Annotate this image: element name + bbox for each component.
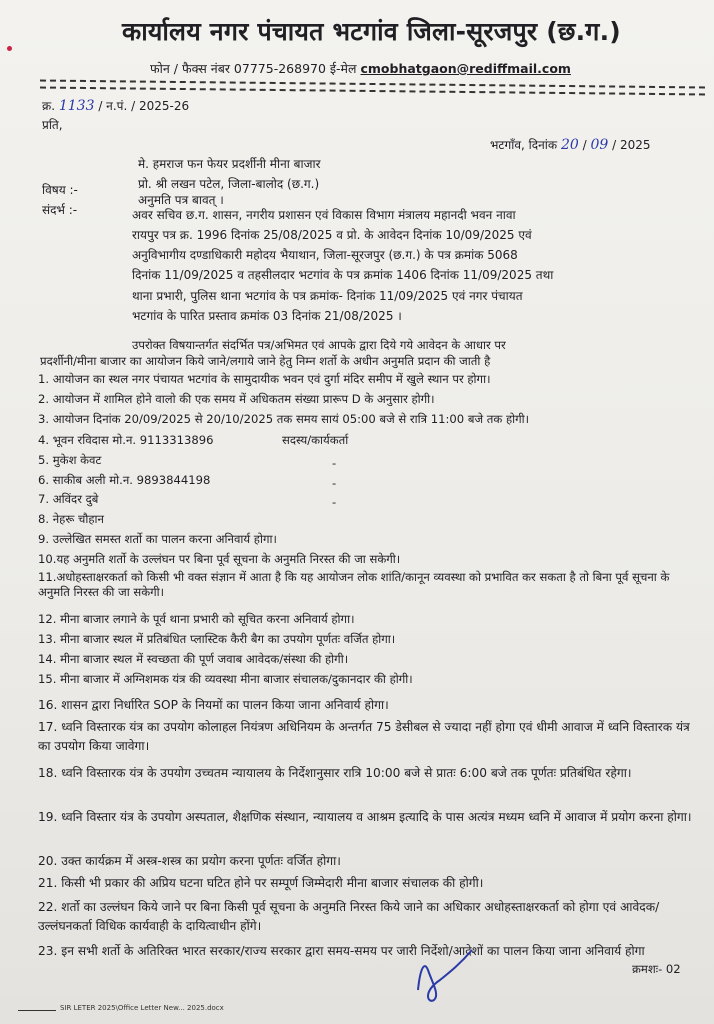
reference-line: दिनांक 11/09/2025 व तहसीलदार भटगांव के पत्र क्रमांक 1406 दिनांक 11/09/2025 तथा — [132, 268, 554, 282]
prati-label: प्रति, — [42, 118, 63, 132]
condition-item: 9. उल्लेखित समस्त शर्तो का पालन करना अनिवार्य होगा। — [38, 532, 277, 546]
addressee-line-2: प्रो. श्री लखन पटेल, जिला-बालोद (छ.ग.) — [138, 177, 320, 191]
condition-item: 11.अधोहस्ताक्षरकर्ता को किसी भी वक्त संज्ञान में आता है कि यह आयोजन लोक शांति/कानून व्यवस्था को प्रभावित कर सकता है तो बिना पूर्व सूचना के अनुमति निरस्त की जा सकेगी। — [38, 570, 670, 600]
condition-item: 7. अविंदर दुबे — [38, 492, 99, 506]
condition-item: 23. इन सभी शर्तो के अतिरिक्त भारत सरकार/राज्य सरकार द्वारा समय-समय पर जारी निर्देशो/आदेशों का पालन किया जाना अनिवार्य होगा — [38, 944, 645, 958]
condition-item: 18. ध्वनि विस्तारक यंत्र के उपयोग उच्चतम न्यायालय के निर्देशानुसार रात्रि 10:00 बजे से प्रातः 6:00 बजे तक पूर्णतः प्रतिबंधित रहेगा। — [38, 766, 632, 780]
condition-item: 10.यह अनुमति शर्तो के उल्लंघन पर बिना पूर्व सूचना के अनुमति निरस्त की जा सकेगी। — [38, 552, 401, 566]
member-dash-3: - — [332, 495, 337, 509]
condition-item: 17. ध्वनि विस्तारक यंत्र का उपयोग कोलाहल नियंत्रण अधिनियम के अन्तर्गत 75 डेसीबल से ज्यादा नहीं होगा एवं धीमी आवाज में ध्वनि विस्तारक यंत्र का उपयोग किया जावेगा। — [38, 720, 690, 753]
condition-item: 6. साकीब अली मो.न. 9893844198 — [38, 473, 211, 487]
subject-label: विषय :- — [42, 183, 78, 197]
condition-item: 22. शर्तो का उल्लंघन किये जाने पर बिना किसी पूर्व सूचना के अनुमति निरस्त किये जाने का अधिकार अधोहस्ताक्षरकर्ता को होगा एवं आवेदक/उल्लंघनकर्ता विधिक कार्यवाही के दायित्वाधीन होंगे। — [38, 900, 660, 933]
condition-item: 14. मीना बाजार स्थल में स्वच्छता की पूर्ण जवाब आवेदक/संस्था की होगी। — [38, 652, 349, 666]
contact-prefix: फोन / फैक्स नंबर 07775-268970 ई-मेल — [150, 61, 357, 76]
member-dash-2: - — [332, 476, 337, 490]
intro-line: उपरोक्त विषयान्तर्गत संदर्भित पत्र/अभिमत एवं आपके द्वारा दिये गये आवेदन के आधार पर — [132, 338, 506, 352]
date-month: 09 — [590, 137, 609, 153]
condition-item: 16. शासन द्वारा निर्धारित SOP के नियमों का पालन किया जाना अनिवार्य होगा। — [38, 698, 389, 712]
intro-line: प्रदर्शीनी/मीना बाजार का आयोजन किये जाने/लगाये जाने हेतु निम्न शर्तो के अधीन अनुमति प्रदान की जाती है — [40, 354, 491, 368]
condition-item: 19. ध्वनि विस्तार यंत्र के उपयोग अस्पताल, शैक्षणिक संस्थान, न्यायालय व आश्रम इत्यादि के पास अत्यंत्र मध्यम ध्वनि में आवाज में प्रयोग करना होगा। — [38, 810, 692, 824]
condition-item: 15. मीना बाजार में अग्निशमक यंत्र की व्यवस्था मीना बाजार संचालक/दुकानदार की होगी। — [38, 672, 413, 686]
condition-item: 13. मीना बाजार स्थल में प्रतिबंधित प्लास्टिक कैरी बैग का उपयोग पूर्णतः वर्जित होगा। — [38, 632, 396, 646]
condition-item: 2. आयोजन में शामिल होने वालो की एक समय में अधिकतम संख्या प्रारूप D के अनुसार होगी। — [38, 392, 435, 406]
signature-mark — [410, 940, 480, 1010]
red-mark — [7, 46, 12, 51]
contact-line — [150, 60, 571, 77]
reference-line: अवर सचिव छ.ग. शासन, नगरीय प्रशासन एवं विकास विभाग मंत्रालय महानदी भवन नावा — [132, 208, 516, 222]
member-dash-1: - — [332, 456, 337, 470]
continued-label: क्रमशः- 02 — [632, 962, 681, 976]
condition-item: 3. आयोजन दिनांक 20/09/2025 से 20/10/2025 तक समय सायं 05:00 बजे से रात्रि 11:00 बजे तक होगी। — [38, 412, 530, 426]
reference-line: रायपुर पत्र क्र. 1996 दिनांक 25/08/2025 व प्रो. के आवेदन दिनांक 10/09/2025 एवं — [132, 228, 532, 242]
ref-number: क्र. 1133 / न.पं. / 2025-26 — [42, 98, 190, 114]
condition-item: 8. नेहरू चौहान — [38, 512, 104, 526]
condition-item: 1. आयोजन का स्थल नगर पंचायत भटगांव के सामुदायीक भवन एवं दुर्गा मंदिर समीप में खुले स्थान पर होगा। — [38, 372, 491, 386]
reference-line: भटगांव के पारित प्रस्ताव क्रमांक 03 दिनांक 21/08/2025 । — [132, 309, 402, 323]
subject-text: अनुमति पत्र बावत् । — [138, 193, 224, 207]
reference-label: संदर्भ :- — [42, 203, 78, 217]
condition-item: 20. उक्त कार्यक्रम में अस्त्र-शस्त्र का प्रयोग करना पूर्णतः वर्जित होगा। — [38, 854, 341, 868]
condition-item: 21. किसी भी प्रकार की अप्रिय घटना घटित होने पर सम्पूर्ण जिम्मेदारी मीना बाजार संचालक की होगी। — [38, 876, 484, 890]
place-date: भटगाँव, दिनांक 20 / 09 / 2025 — [490, 137, 651, 153]
condition-item: 5. मुकेश केवट — [38, 453, 102, 467]
footer-path: SIR LETER 2025\Office Letter New... 2025.docx — [60, 1004, 224, 1012]
condition-item: 12. मीना बाजार लगाने के पूर्व थाना प्रभारी को सूचित करना अनिवार्य होगा। — [38, 612, 355, 626]
addressee-line-1: मे. हमराज फन फेयर प्रदर्शीनी मीना बाजार — [138, 157, 321, 171]
condition-item: 4. भूवन रविदास मो.न. 9113313896 — [38, 433, 214, 447]
ref-number-handwritten: 1133 — [58, 98, 95, 114]
reference-line: अनुविभागीय दण्डाधिकारी महोदय भैयाथान, जिला-सूरजपुर (छ.ग.) के पत्र क्रमांक 5068 — [132, 248, 518, 262]
office-title: कार्यालय नगर पंचायत भटगांव जिला-सूरजपुर (छ.ग.) — [122, 17, 621, 46]
date-day: 20 — [560, 137, 579, 153]
footer-rule — [18, 1010, 56, 1011]
header-divider-2 — [40, 87, 705, 96]
member-note: सदस्य/कार्यकर्ता — [282, 433, 349, 447]
reference-line: थाना प्रभारी, पुलिस थाना भटगांव के पत्र क्रमांक- दिनांक 11/09/2025 एवं नगर पंचायत — [132, 289, 523, 303]
email-address: cmobhatgaon@rediffmail.com — [360, 61, 571, 76]
